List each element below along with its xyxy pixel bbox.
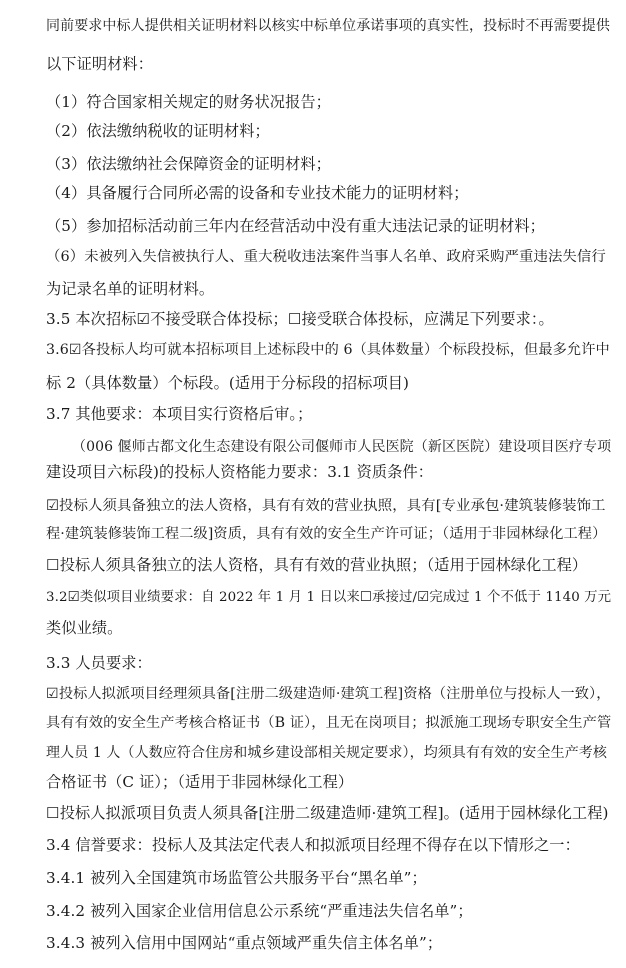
text-line: 3.2☑类似项目业绩要求：自 2022 年 1 月 1 日以来☐承接过/☑完成过 1 个不低于 1140 万元 xyxy=(46,590,612,605)
text-line: 合格证书（C 证）；（适用于非园林绿化工程） xyxy=(46,773,354,791)
text-line: 类似业绩。 xyxy=(46,619,123,637)
text-line: ☐投标人须具备独立的法人资格，具有有效的营业执照；（适用于园林绿化工程） xyxy=(46,556,588,574)
text-line: 3.4.1 被列入全国建筑市场监管公共服务平台“黑名单”； xyxy=(46,869,427,887)
text-line: ☑投标人拟派项目经理须具备[注册二级建造师·建筑工程]资格（注册单位与投标人一致）， xyxy=(46,686,611,702)
text-line: 3.4.3 被列入信用中国网站“重点领域严重失信主体名单”； xyxy=(46,934,443,952)
text-line: （2）依法缴纳税收的证明材料； xyxy=(46,122,270,140)
text-line: 3.4 信誉要求：投标人及其法定代表人和拟派项目经理不得存在以下情形之一： xyxy=(46,836,580,854)
text-line: 3.7 其他要求：本项目实行资格后审。； xyxy=(46,405,313,423)
text-line: （006 偃师古都文化生态建设有限公司偃师市人民医院（新区医院）建设项目医疗专项 xyxy=(72,439,612,455)
text-line: （1）符合国家相关规定的财务状况报告； xyxy=(46,93,331,111)
text-line: 程·建筑装修装饰工程二级]资质，具有有效的安全生产许可证；（适用于非园林绿化工程） xyxy=(46,526,607,542)
text-line: 3.5 本次招标☑不接受联合体投标；☐接受联合体投标，应满足下列要求：。 xyxy=(46,310,554,328)
text-line: 同前要求中标人提供相关证明材料以核实中标单位承诺事项的真实性，投标时不再需要提供 xyxy=(46,18,610,34)
text-line: 理人员 1 人（人数应符合住房和城乡建设部相关规定要求），均须具有有效的安全生产考核 xyxy=(46,745,608,761)
text-line: 标 2（具体数量）个标段。(适用于分标段的招标项目) xyxy=(46,374,410,392)
text-line: 3.3 人员要求： xyxy=(46,654,152,672)
text-line: （5）参加招标活动前三年内在经营活动中没有重大违法记录的证明材料； xyxy=(46,217,545,235)
text-line: 3.6☑各投标人均可就本招标项目上述标段中的 6（具体数量）个标段投标，但最多允许中 xyxy=(46,342,610,358)
text-line: ☐投标人拟派项目负责人须具备[注册二级建造师·建筑工程]。(适用于园林绿化工程) xyxy=(46,804,609,822)
text-line: 具有有效的安全生产考核合格证书（B 证），且无在岗项目；拟派施工现场专职安全生产管 xyxy=(46,715,612,731)
text-line: （3）依法缴纳社会保障资金的证明材料； xyxy=(46,155,331,173)
text-line: 为记录名单的证明材料。 xyxy=(46,280,215,298)
text-line: （4）具备履行合同所必需的设备和专业技术能力的证明材料； xyxy=(46,184,469,202)
text-line: （6）未被列入失信被执行人、重大税收违法案件当事人名单、政府采购严重违法失信行 xyxy=(46,249,606,265)
text-line: 3.4.2 被列入国家企业信用信息公示系统“严重违法失信名单”； xyxy=(46,902,473,920)
text-line: 以下证明材料： xyxy=(46,55,154,73)
text-line: 建设项目六标段)的投标人资格能力要求：3.1 资质条件： xyxy=(46,463,434,481)
text-line: ☑投标人须具备独立的法人资格，具有有效的营业执照，具有[专业承包·建筑装修装饰工 xyxy=(46,498,606,514)
